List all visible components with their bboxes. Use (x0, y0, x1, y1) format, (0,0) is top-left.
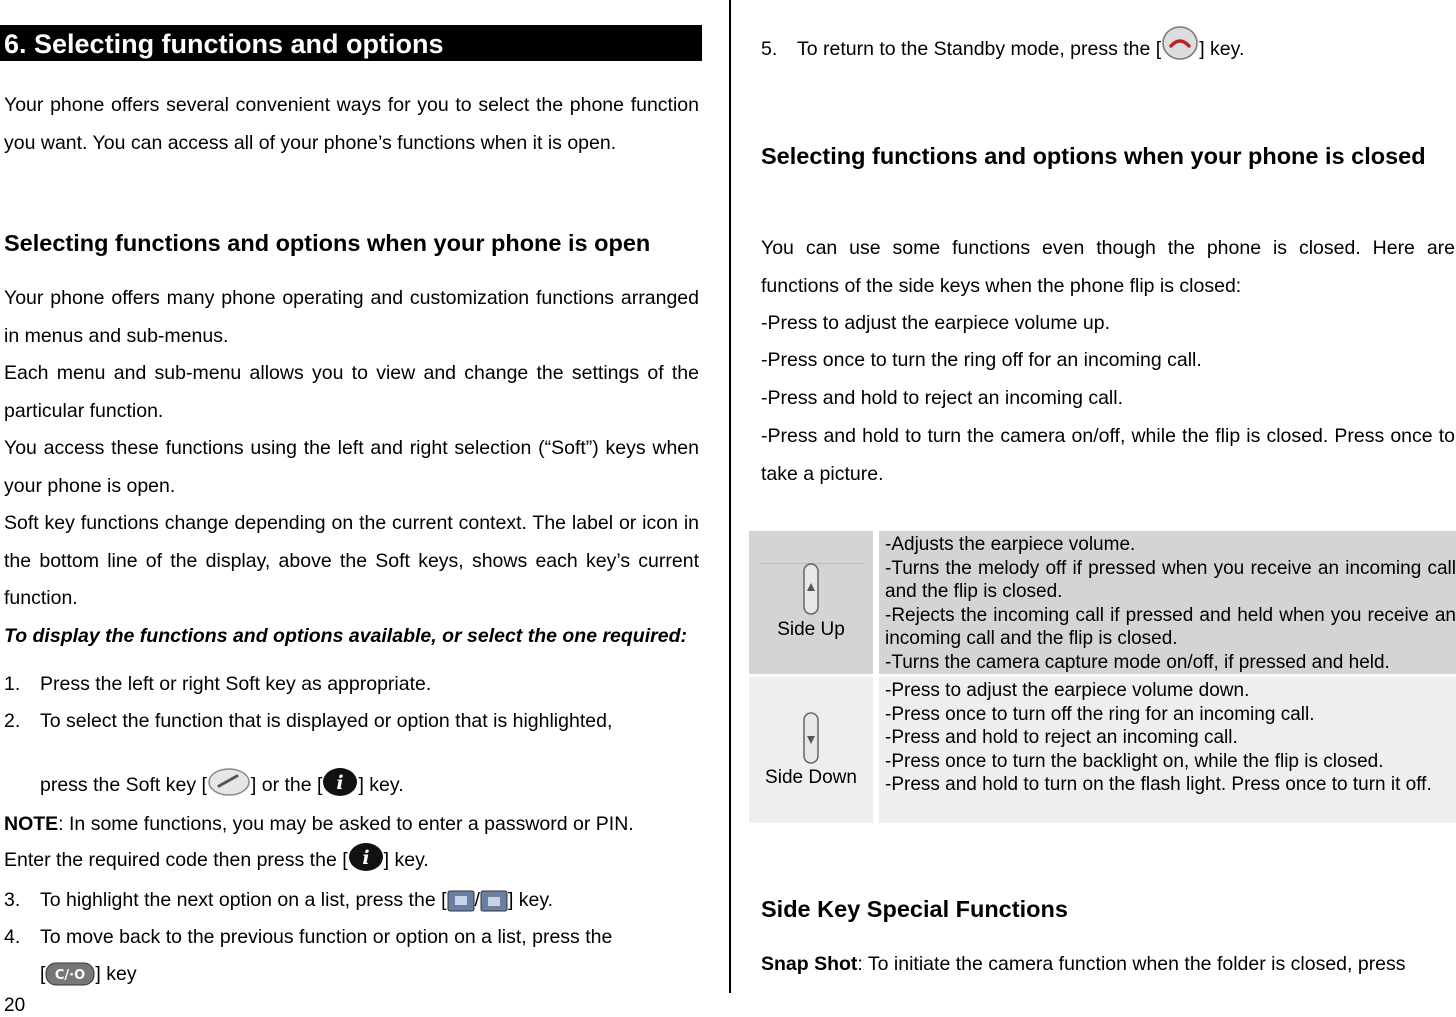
closed-intro: You can use some functions even though the phone is closed. Here are functions of the side keys when the phone flip is closed: (761, 237, 1455, 297)
step-text: ] key (95, 963, 137, 985)
description-line: -Rejects the incoming call if pressed and held when you receive an incoming call and the flip is closed. (885, 604, 1456, 650)
step-number: 5. (761, 38, 778, 60)
end-power-key-icon (1161, 25, 1199, 75)
snap-shot-line (761, 946, 1455, 984)
page-number: 20 (4, 995, 26, 1016)
key-cell (749, 531, 873, 674)
description-line: -Press once to turn the backlight on, while the flip is closed. (885, 750, 1384, 772)
step-number: 3. (4, 889, 21, 911)
ok-info-key-icon (322, 767, 358, 810)
step-text: To select the function that is displayed or option that is highlighted, (40, 710, 613, 732)
description-cell (879, 677, 1456, 823)
step-text: To return to the Standby mode, press the [ (797, 38, 1162, 60)
description-line: -Press to adjust the earpiece volume down. (885, 680, 1250, 701)
step-text: press the Soft key [ (40, 774, 207, 796)
table-row (749, 531, 1456, 674)
open-paragraph-1: Your phone offers many phone operating and customization functions arranged in menus and sub-menus. (4, 287, 699, 347)
step-text: ] key. (1199, 38, 1245, 60)
soft-key-icon (207, 767, 251, 810)
snap-shot-label: Snap Shot (761, 953, 858, 975)
note-text: ] key. (383, 849, 429, 871)
step-text: ] or the [ (250, 774, 323, 796)
key-cell (749, 677, 873, 823)
step-4-key (40, 956, 700, 1000)
special-functions-heading: Side Key Special Functions (761, 896, 1068, 922)
svg-text:C/·O: C/·O (55, 968, 86, 983)
clear-key-icon (45, 962, 95, 1000)
key-label: Side Up (777, 619, 845, 640)
step-text: ] key. (507, 889, 554, 911)
step-text: To move back to the previous function or option on a list, press the (40, 926, 613, 948)
description-cell (879, 531, 1456, 674)
step-text: [ (40, 963, 46, 985)
section-title: 6. Selecting functions and options (0, 25, 702, 61)
description-line: -Press and hold to turn on the flash light. Press once to turn it off. (885, 774, 1432, 796)
open-paragraph-4: Soft key functions change depending on the current context. The label or icon in the bottom line of the display, above the Soft keys, shows each key’s current function. (4, 512, 699, 610)
note-label: NOTE (4, 813, 59, 835)
step-2 (4, 703, 699, 741)
snap-shot-text: : To initiate the camera function when the folder is closed, press (857, 953, 1406, 975)
ok-info-key-icon (348, 842, 384, 885)
svg-text:i: i (362, 847, 370, 869)
step-number: 1. (4, 673, 21, 695)
key-label: Side Down (765, 767, 857, 788)
side-down-key-icon (802, 712, 820, 764)
step-2-keys (40, 767, 700, 810)
step-text: To highlight the next option on a list, press the [ (40, 889, 447, 911)
closed-item: -Press and hold to turn the camera on/off, while the flip is closed. Press once to take a picture. (761, 425, 1455, 485)
step-4 (4, 919, 699, 957)
note-text: : In some functions, you may be asked to enter a password or PIN. (58, 813, 634, 835)
description-line: -Press once to turn off the ring for an incoming call. (885, 703, 1315, 725)
note-line (4, 806, 699, 844)
open-paragraph-3: You access these functions using the left and right selection (“Soft”) keys when your phone is open. (4, 437, 699, 497)
note-text: Enter the required code then press the [ (4, 849, 348, 871)
closed-heading: Selecting functions and options when your phone is closed (761, 143, 1426, 169)
open-heading: Selecting functions and options when your phone is open (4, 230, 651, 256)
step-text: ] key. (358, 774, 404, 796)
description-line: -Turns the camera capture mode on/off, if pressed and held. (885, 651, 1390, 673)
side-up-key-icon (802, 563, 820, 615)
open-paragraph-2: Each menu and sub-menu allows you to view and change the settings of the particular function. (4, 362, 699, 422)
closed-item: -Press once to turn the ring off for an incoming call. (761, 349, 1202, 371)
closed-item: -Press and hold to reject an incoming call. (761, 387, 1124, 409)
step-text: / (474, 889, 480, 911)
step-text: Press the left or right Soft key as appropriate. (40, 673, 432, 695)
description-line: -Adjusts the earpiece volume. (885, 534, 1136, 555)
description-line: -Press and hold to reject an incoming call. (885, 727, 1238, 749)
description-line: -Turns the melody off if pressed when you receive an incoming call and the flip is closed. (885, 557, 1456, 603)
note-line-2 (4, 842, 699, 885)
table-row (749, 677, 1456, 823)
closed-item: -Press to adjust the earpiece volume up. (761, 312, 1111, 334)
step-number: 2. (4, 710, 21, 732)
instruction-text: To display the functions and options available, or select the one required: (4, 625, 687, 647)
column-divider (729, 0, 731, 993)
intro-paragraph: Your phone offers several convenient ways for you to select the phone function you want. You can access all of your phone’s functions when it is open. (4, 94, 699, 154)
svg-text:i: i (336, 772, 345, 794)
step-5 (761, 25, 1451, 75)
step-number: 4. (4, 926, 21, 948)
step-1 (4, 666, 699, 704)
